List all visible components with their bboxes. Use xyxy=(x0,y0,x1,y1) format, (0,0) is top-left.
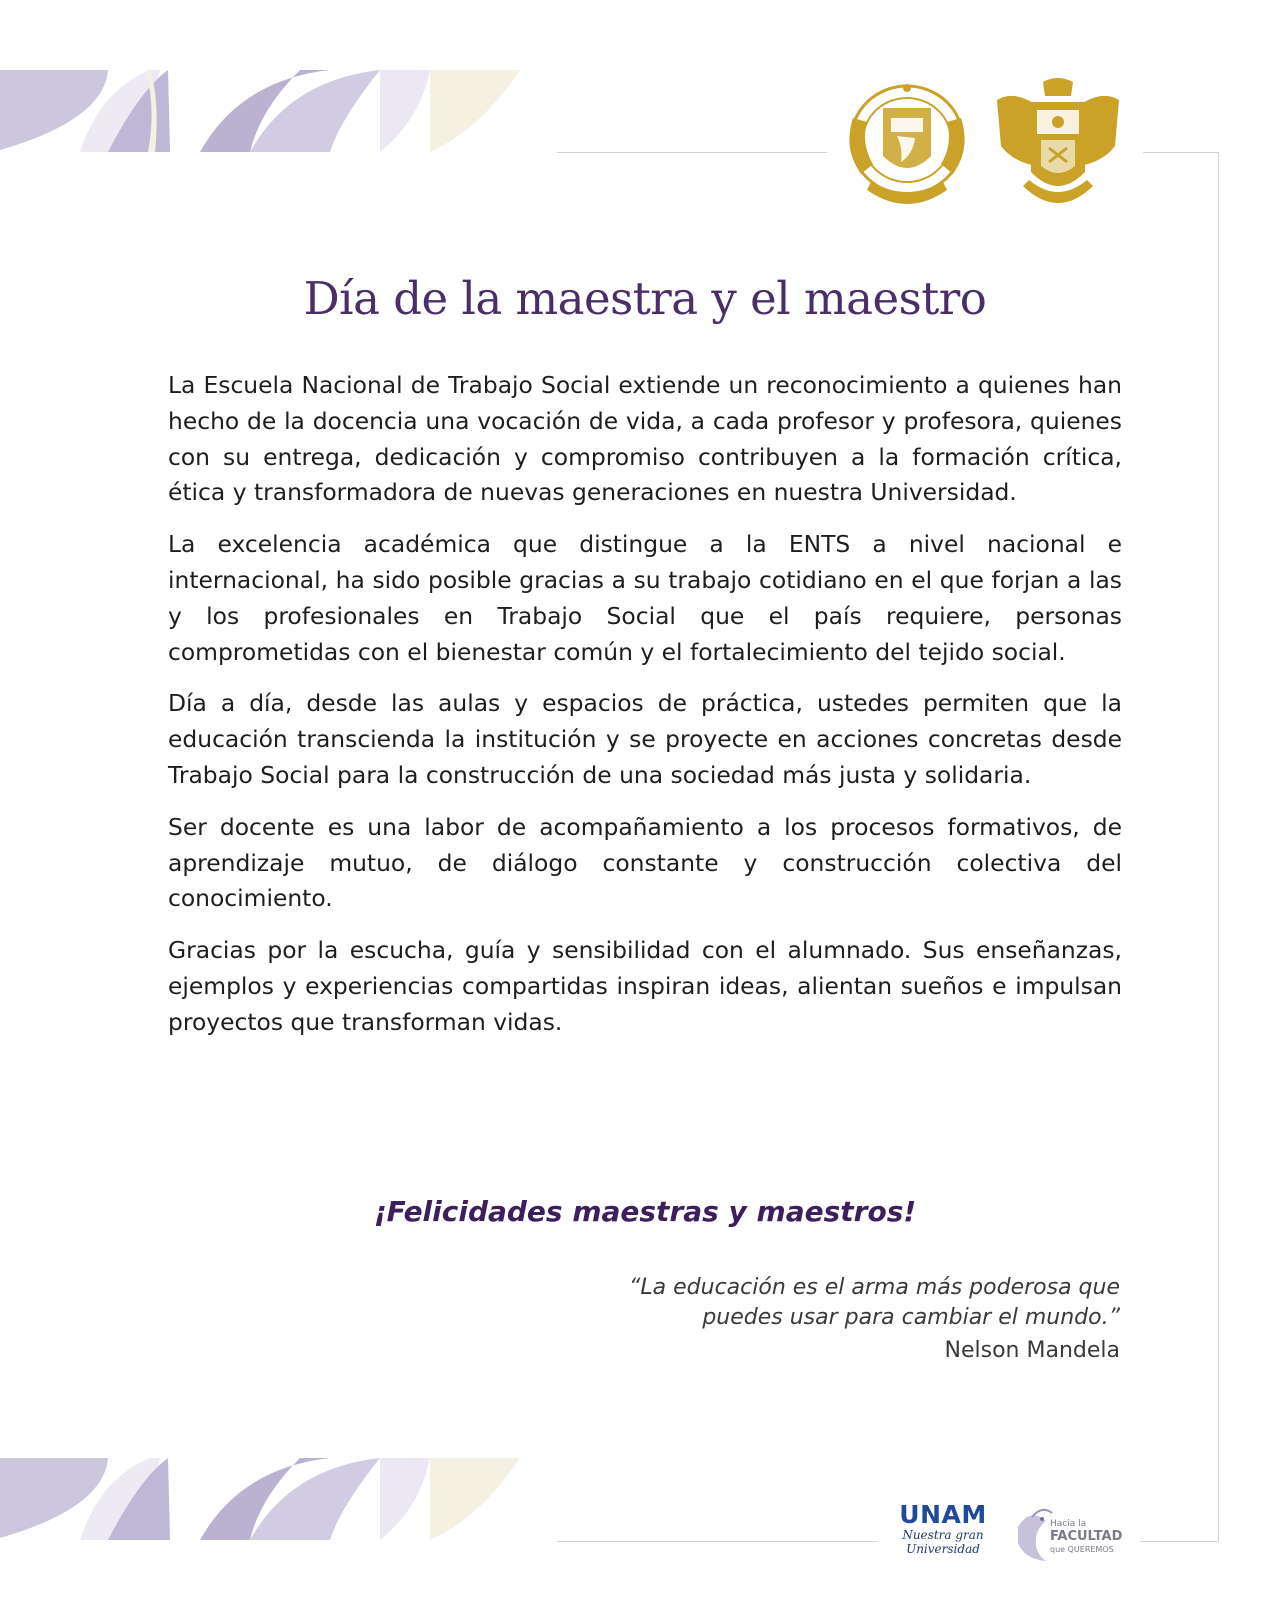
unam-logo xyxy=(888,1502,998,1556)
frame-bottom-line-right xyxy=(1140,1541,1219,1542)
paragraph-1: La Escuela Nacional de Trabajo Social extiende un reconocimiento a quienes han hecho de la docencia una vocación de vida, a cada profesor y profesora, quienes con su entrega, dedicación y compromiso contribuyen a la formación crítica, ética y transformadora de nuevas generaciones en nuestra Universidad. xyxy=(168,371,1122,507)
paragraph-5: Gracias por la escucha, guía y sensibilidad con el alumnado. Sus enseñanzas, ejemplos y experiencias compartidas inspiran ideas, alientan sueños e impulsan proyectos que transforman vidas. xyxy=(168,936,1122,1036)
greeting-text: ¡Felicidades maestras y maestros! xyxy=(373,1195,917,1228)
quote-author: Nelson Mandela xyxy=(944,1338,1120,1363)
unam-wordmark: UNAM xyxy=(899,1500,987,1529)
frame-top-line-right xyxy=(1143,152,1219,153)
frame-top-line xyxy=(557,152,827,153)
paragraph-3: Día a día, desde las aulas y espacios de práctica, ustedes permiten que la educación transcienda la institución y se proyecte en acciones concretas desde Trabajo Social para la construcción de una sociedad más justa y solidaria. xyxy=(168,689,1122,789)
frame-bottom-line xyxy=(557,1541,877,1542)
paragraph-4: Ser docente es una labor de acompañamiento a los procesos formativos, de aprendizaje mutuo, de diálogo constante y construcción colectiva del conocimiento. xyxy=(168,812,1122,913)
facultad-logo-text xyxy=(1050,1518,1122,1556)
letter-body xyxy=(168,368,1122,1057)
top-decoration xyxy=(0,70,540,154)
frame-right-line xyxy=(1218,152,1219,1542)
quote-block xyxy=(480,1273,1120,1333)
paragraph-2: La excelencia académica que distingue a la ENTS a nivel nacional e internacional, ha sido posible gracias a su trabajo cotidiano en el que forjan a las y los profesionales en Trabajo Social que el país requiere, personas comprometidas con el bienestar común y el fortalecimiento del tejido social. xyxy=(168,530,1122,666)
unam-slogan-line-1: Nuestra gran xyxy=(902,1528,984,1542)
facultad-line-2: FACULTAD xyxy=(1050,1529,1123,1544)
facultad-line-1: Hacia la xyxy=(1050,1519,1087,1529)
quote-line-1: “La educación es el arma más poderosa que xyxy=(629,1275,1120,1300)
facultad-line-3: que QUEREMOS xyxy=(1050,1545,1114,1554)
page-title: Día de la maestra y el maestro xyxy=(303,272,987,325)
bottom-decoration xyxy=(0,1458,540,1542)
quote-line-2: puedes usar para cambiar el mundo.” xyxy=(702,1305,1120,1330)
unam-slogan-line-2: Universidad xyxy=(906,1542,980,1556)
unam-crest-icon xyxy=(843,78,971,218)
ents-crest-icon xyxy=(993,76,1123,220)
